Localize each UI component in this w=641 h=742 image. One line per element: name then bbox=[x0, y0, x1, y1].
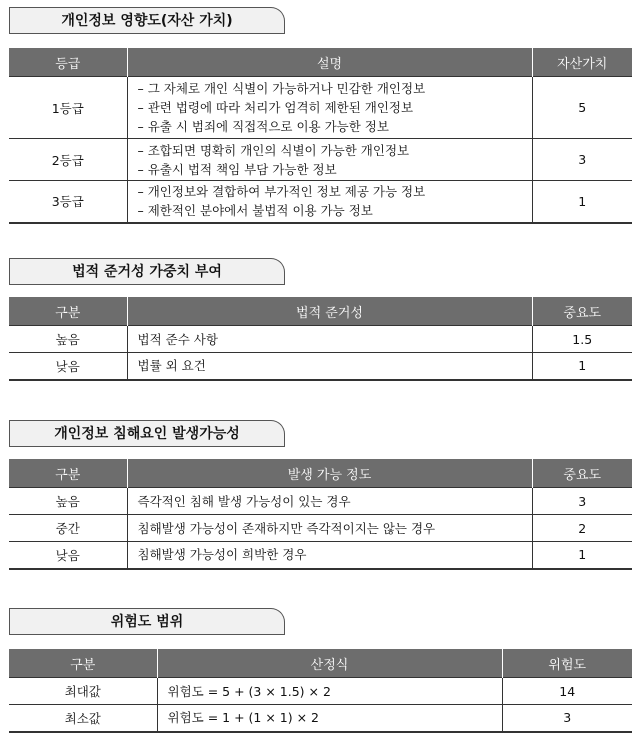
description-cell: 침해발생 가능성이 존재하지만 즉각적이지는 않는 경우 bbox=[127, 515, 532, 542]
description-cell: 즉각적인 침해 발생 가능성이 있는 경우 bbox=[127, 488, 532, 515]
header-cell: 구분 bbox=[9, 459, 127, 488]
header-cell: 구분 bbox=[9, 297, 127, 326]
description-cell bbox=[127, 181, 532, 223]
header-cell: 구분 bbox=[9, 649, 157, 678]
value-cell: 5 bbox=[532, 77, 632, 139]
table-row bbox=[9, 139, 632, 181]
header-cell: 중요도 bbox=[532, 297, 632, 326]
table-header bbox=[9, 649, 632, 678]
section-asset-value bbox=[9, 7, 632, 224]
section-title: 개인정보 침해요인 발생가능성 bbox=[9, 420, 285, 446]
header-cell: 산정식 bbox=[157, 649, 502, 678]
header-cell: 발생 가능 정도 bbox=[127, 459, 532, 488]
category-cell: 최대값 bbox=[9, 678, 157, 705]
table-row bbox=[9, 353, 632, 380]
table-row bbox=[9, 515, 632, 542]
category-cell: 낮음 bbox=[9, 353, 127, 380]
table-header bbox=[9, 297, 632, 326]
table-header bbox=[9, 48, 632, 77]
description-cell bbox=[127, 77, 532, 139]
section-title: 위험도 범위 bbox=[9, 608, 285, 634]
risk-range-table bbox=[9, 649, 632, 733]
table-row bbox=[9, 542, 632, 569]
description-cell: 법률 외 요건 bbox=[127, 353, 532, 380]
value-cell: 1 bbox=[532, 181, 632, 223]
importance-cell: 1 bbox=[532, 353, 632, 380]
grade-cell: 1등급 bbox=[9, 77, 127, 139]
description-cell: 법적 준수 사항 bbox=[127, 326, 532, 353]
description-line: – 개인정보와 결합하여 부가적인 정보 제공 가능 정보 bbox=[137, 184, 426, 200]
risk-cell: 14 bbox=[502, 678, 632, 705]
header-cell: 등급 bbox=[9, 48, 127, 77]
description-cell: 침해발생 가능성이 희박한 경우 bbox=[127, 542, 532, 569]
section-likelihood bbox=[9, 420, 632, 570]
importance-cell: 1 bbox=[532, 542, 632, 569]
table-row bbox=[9, 77, 632, 139]
description-line: – 그 자체로 개인 식별이 가능하거나 민감한 개인정보 bbox=[137, 81, 426, 96]
table-header bbox=[9, 459, 632, 488]
formula-cell: 위험도 = 5 + (3 × 1.5) × 2 bbox=[157, 678, 502, 705]
description-line: – 관련 법령에 따라 처리가 엄격히 제한된 개인정보 bbox=[137, 100, 414, 115]
description-line: – 유출 시 범죄에 직접적으로 이용 가능한 정보 bbox=[137, 119, 389, 134]
category-cell: 최소값 bbox=[9, 705, 157, 732]
section-title: 개인정보 영향도(자산 가치) bbox=[9, 7, 285, 33]
description-line: – 유출시 법적 책임 부담 가능한 정보 bbox=[137, 161, 337, 177]
formula-cell: 위험도 = 1 + (1 × 1) × 2 bbox=[157, 705, 502, 732]
header-cell: 위험도 bbox=[502, 649, 632, 678]
legal-compliance-table bbox=[9, 297, 632, 381]
grade-cell: 3등급 bbox=[9, 181, 127, 223]
section-title: 법적 준거성 가중치 부여 bbox=[9, 258, 285, 284]
section-risk-range bbox=[9, 608, 632, 733]
grade-cell: 2등급 bbox=[9, 139, 127, 181]
table-row bbox=[9, 326, 632, 353]
section-legal-compliance bbox=[9, 258, 632, 381]
category-cell: 낮음 bbox=[9, 542, 127, 569]
description-line: – 조합되면 명확히 개인의 식별이 가능한 개인정보 bbox=[137, 142, 410, 158]
description-cell bbox=[127, 139, 532, 181]
header-cell: 법적 준거성 bbox=[127, 297, 532, 326]
category-cell: 높음 bbox=[9, 326, 127, 353]
asset-value-table bbox=[9, 48, 632, 224]
importance-cell: 3 bbox=[532, 488, 632, 515]
likelihood-table bbox=[9, 459, 632, 570]
header-cell: 자산가치 bbox=[532, 48, 632, 77]
header-cell: 중요도 bbox=[532, 459, 632, 488]
description-line: – 제한적인 분야에서 불법적 이용 가능 정보 bbox=[137, 203, 373, 219]
table-row bbox=[9, 705, 632, 732]
table-row bbox=[9, 488, 632, 515]
category-cell: 중간 bbox=[9, 515, 127, 542]
table-row bbox=[9, 678, 632, 705]
header-cell: 설명 bbox=[127, 48, 532, 77]
risk-cell: 3 bbox=[502, 705, 632, 732]
table-row bbox=[9, 181, 632, 223]
category-cell: 높음 bbox=[9, 488, 127, 515]
value-cell: 3 bbox=[532, 139, 632, 181]
importance-cell: 2 bbox=[532, 515, 632, 542]
importance-cell: 1.5 bbox=[532, 326, 632, 353]
